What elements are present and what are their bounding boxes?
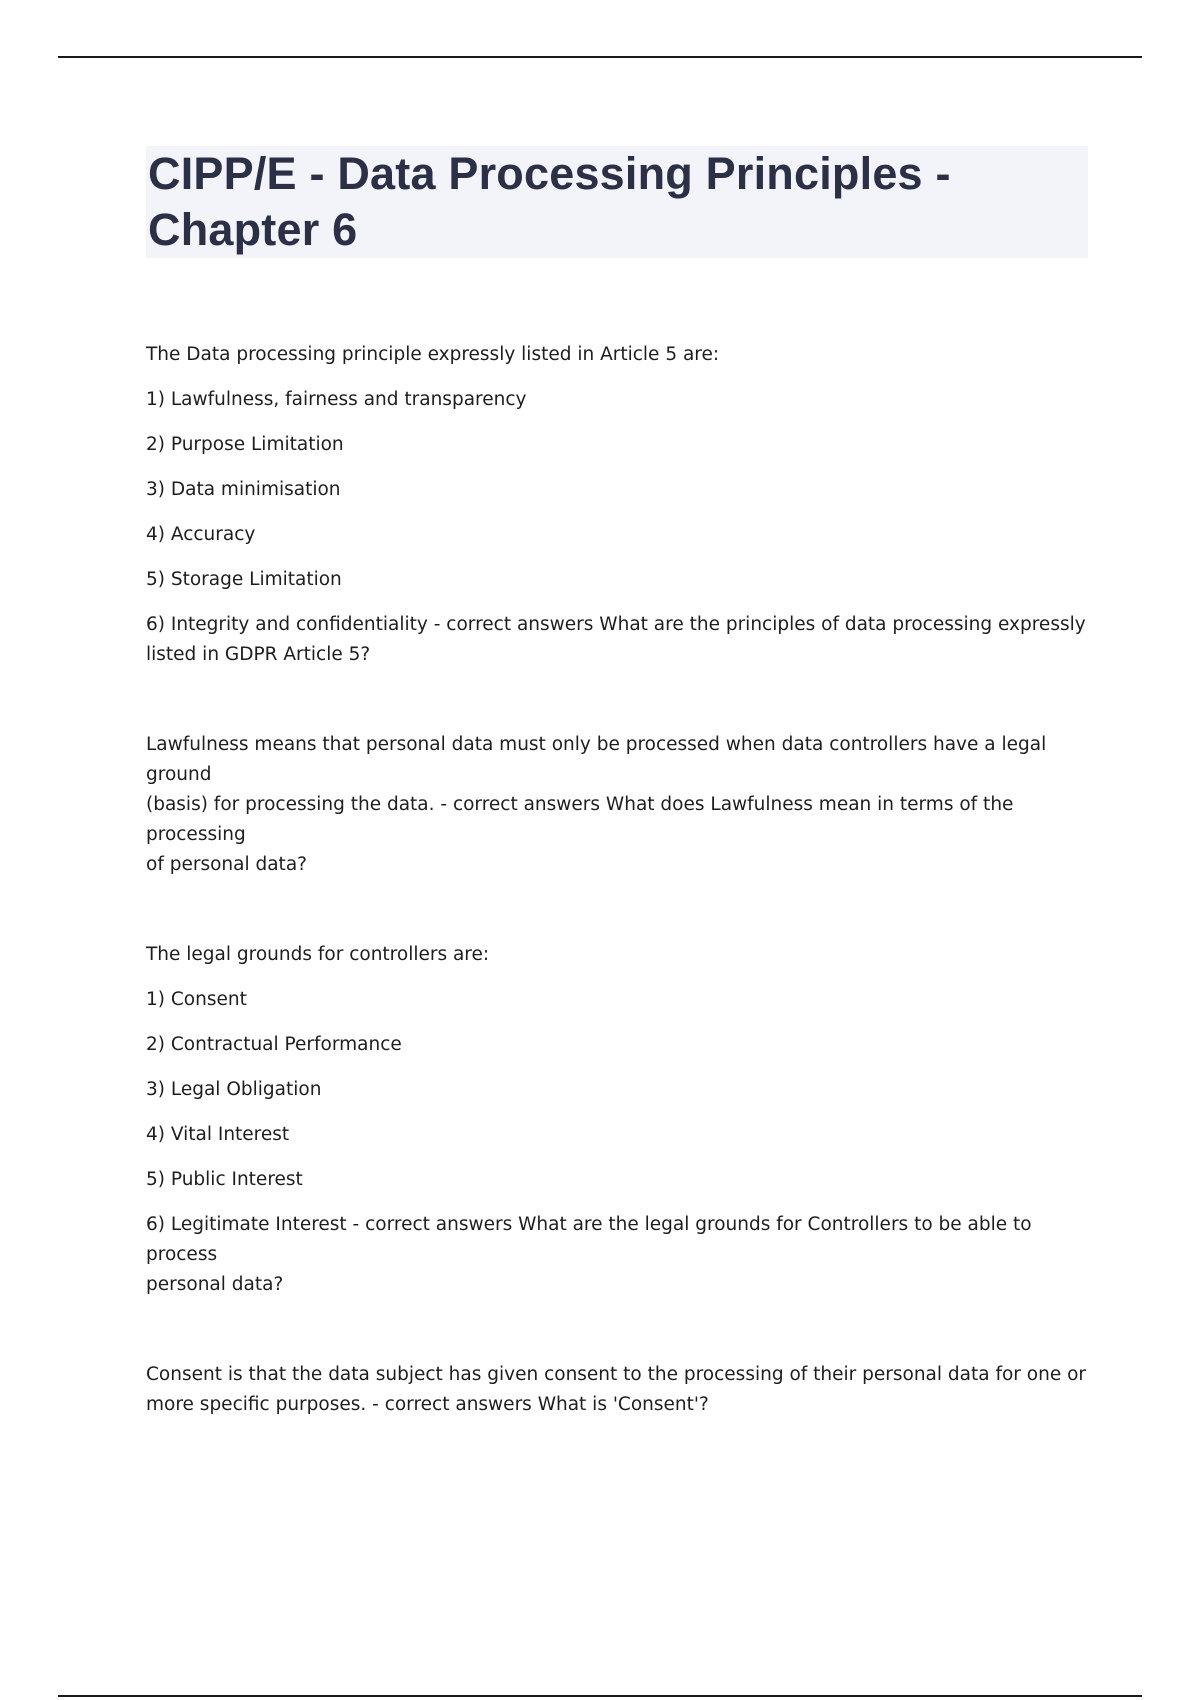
document-title (146, 146, 1088, 258)
card-answer-line: personal data? (146, 1274, 284, 1295)
list-item: 4) Vital Interest (146, 1124, 290, 1145)
list-item: 3) Legal Obligation (146, 1079, 322, 1100)
flashcard-article-5-principles (146, 340, 1088, 670)
card-text-line: Lawfulness means that personal data must only be processed when data controllers have a legal ground (146, 734, 1047, 785)
card-text-line: of personal data? (146, 854, 307, 875)
list-item: 2) Purpose Limitation (146, 434, 344, 455)
bottom-rule (58, 1695, 1142, 1697)
card-text-line: Consent is that the data subject has given consent to the processing of their personal data for one or (146, 1364, 1087, 1385)
spacer (146, 670, 1088, 730)
list-item: 4) Accuracy (146, 524, 256, 545)
list-item: 5) Public Interest (146, 1169, 303, 1190)
list-item: 1) Consent (146, 989, 247, 1010)
title-banner (146, 146, 1088, 258)
spacer (146, 1300, 1088, 1360)
top-rule (58, 56, 1142, 58)
title-line-2: Chapter 6 (148, 204, 358, 255)
flashcard-consent (146, 1360, 1088, 1420)
card-intro: The Data processing principle expressly listed in Article 5 are: (146, 344, 720, 365)
list-item: 2) Contractual Performance (146, 1034, 402, 1055)
card-text-line: (basis) for processing the data. - correct answers What does Lawfulness mean in terms of the processing (146, 794, 1014, 845)
card-intro: The legal grounds for controllers are: (146, 944, 490, 965)
list-item: 3) Data minimisation (146, 479, 341, 500)
flashcard-legal-grounds (146, 940, 1088, 1300)
title-line-1: CIPP/E - Data Processing Principles - (148, 148, 951, 199)
flashcard-lawfulness (146, 730, 1088, 880)
card-answer-line: 6) Legitimate Interest - correct answers What are the legal grounds for Controllers to be able to process (146, 1214, 1032, 1265)
card-answer-line: listed in GDPR Article 5? (146, 644, 371, 665)
list-item: 5) Storage Limitation (146, 569, 342, 590)
spacer (146, 880, 1088, 940)
document-body (146, 340, 1088, 1420)
card-answer-line: 6) Integrity and confidentiality - correct answers What are the principles of data processing expressly (146, 614, 1086, 635)
list-item: 1) Lawfulness, fairness and transparency (146, 389, 527, 410)
card-text-line: more specific purposes. - correct answers What is 'Consent'? (146, 1394, 709, 1415)
